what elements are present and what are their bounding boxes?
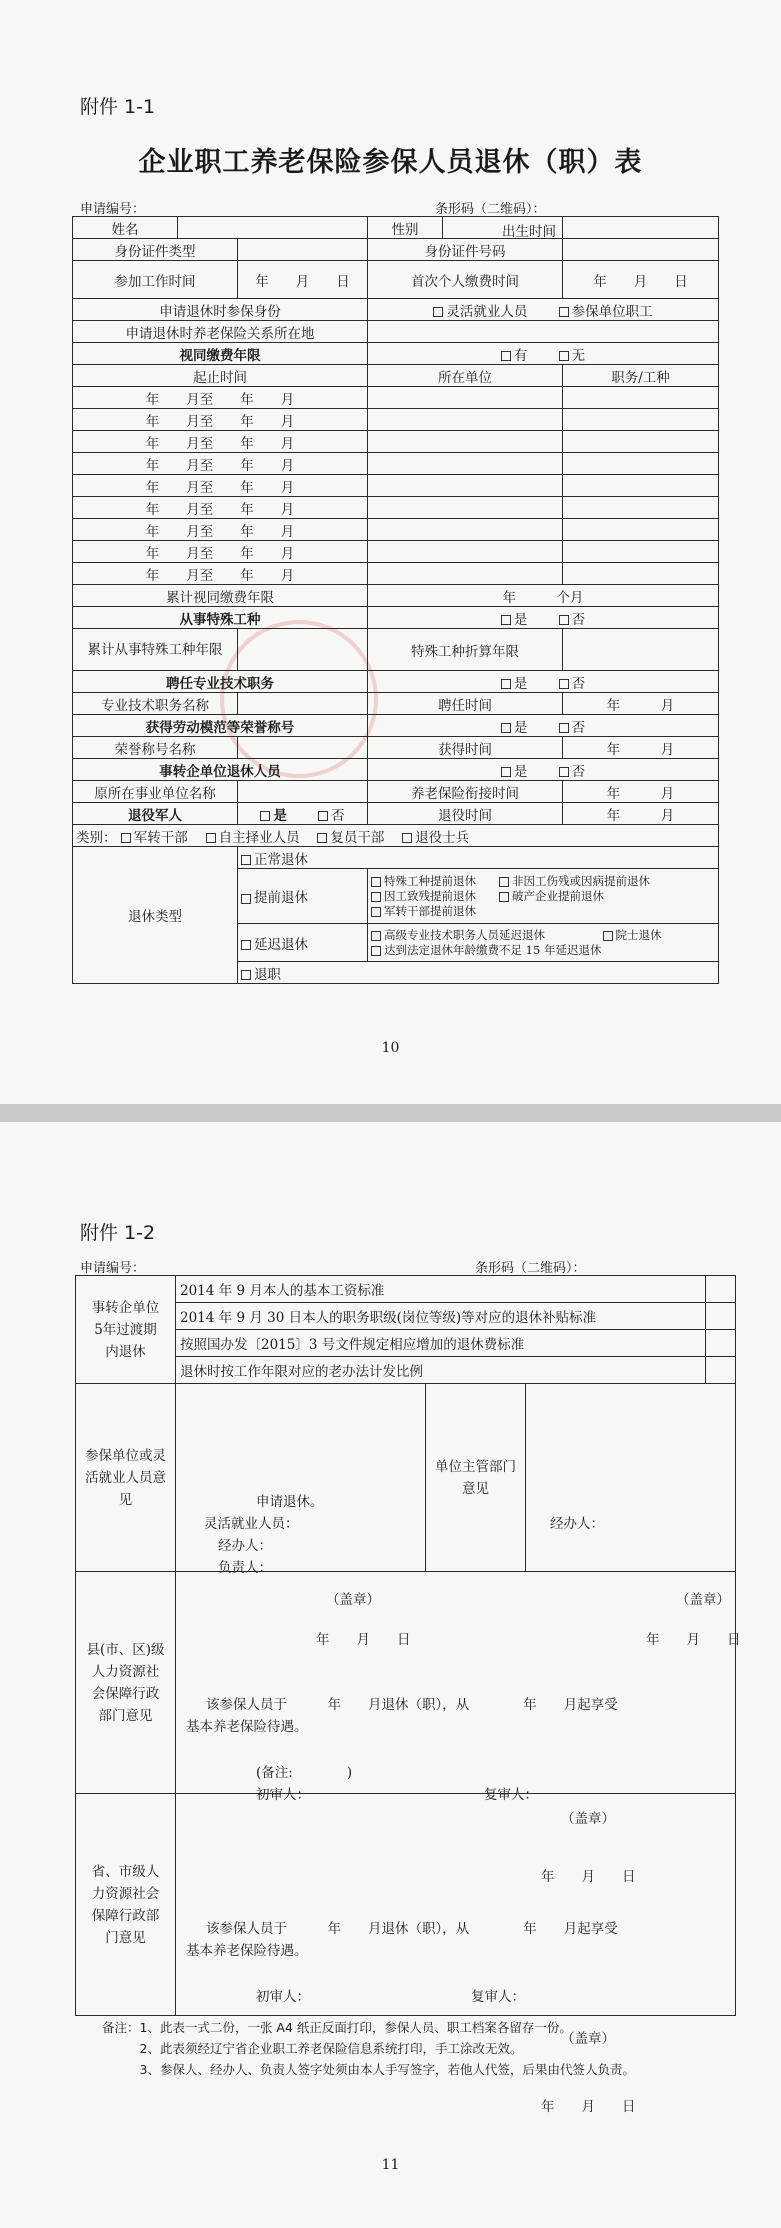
veteran-label: 退役军人 <box>73 803 238 825</box>
province-line-1: 该参保人员于 年 月退休（职），从 年 月起享受 <box>206 1920 618 1937</box>
normal-label: 正常退休 <box>254 851 308 868</box>
transition-item: 按照国办发〔2015〕3 号文件规定相应增加的退休费标准 <box>176 1330 706 1357</box>
special-convert-label: 特殊工种折算年限 <box>368 629 563 671</box>
honor-name-field[interactable] <box>238 737 368 759</box>
transfer-options <box>368 759 719 781</box>
barcode-label: 条形码（二维码）： <box>435 202 546 217</box>
early-checkbox[interactable] <box>241 894 251 904</box>
job-header: 职务/工种 <box>563 365 719 387</box>
tech-post-label: 聘任专业技术职务 <box>73 671 368 693</box>
special-no-label: 否 <box>571 611 586 628</box>
transition-value[interactable] <box>706 1357 736 1384</box>
form-title: 企业职工养老保险参保人员退休（职）表 <box>138 147 643 178</box>
dept-opinion-label: 单位主管部门意见 <box>426 1384 526 1572</box>
honor-name-label: 荣誉称号名称 <box>73 737 238 759</box>
retire-type-label: 退休类型 <box>73 847 238 984</box>
province-second-reviewer: 复审人： <box>471 1988 525 2005</box>
unit-opinion-label: 参保单位或灵活就业人员意见 <box>76 1384 176 1572</box>
period-row[interactable]: 年 月至 年 月 <box>73 475 368 497</box>
province-first-reviewer: 初审人： <box>256 1988 310 2005</box>
retirement-form-table <box>72 216 719 984</box>
early-sub-label: 非因工伤残或因病提前退休 <box>512 873 650 888</box>
delay-checkbox[interactable] <box>241 940 251 950</box>
period-row[interactable]: 年 月至 年 月 <box>73 497 368 519</box>
transfer-label: 事转企单位退休人员 <box>73 759 368 781</box>
job-cell[interactable] <box>563 431 719 453</box>
county-seal-label: （盖章） <box>561 1810 615 1827</box>
cat-checkbox[interactable] <box>206 833 216 843</box>
work-start-label: 参加工作时间 <box>73 261 238 299</box>
period-row[interactable]: 年 月至 年 月 <box>73 431 368 453</box>
deemed-no-checkbox[interactable] <box>559 351 569 361</box>
early-sub-label: 破产企业提前退休 <box>512 888 604 903</box>
early-sub-checkbox[interactable] <box>371 877 381 887</box>
category-option: 退役士兵 <box>415 829 470 846</box>
identity-label: 申请退休时参保身份 <box>73 299 368 321</box>
deemed-yes-label: 有 <box>513 347 528 364</box>
normal-checkbox[interactable] <box>241 855 251 865</box>
flexible-option-label: 灵活就业人员 <box>446 303 528 320</box>
transition-item: 2014 年 9 月本人的基本工资标准 <box>176 1276 706 1303</box>
unit-cell[interactable] <box>368 387 563 409</box>
category-option: 自主择业人员 <box>218 829 300 846</box>
attachment-label-2: 附件 1-2 <box>80 1222 156 1244</box>
period-row[interactable]: 年 月至 年 月 <box>73 563 368 585</box>
note-line: 备注：1、此表一式二份，一张 A4 纸正反面打印，参保人员、职工档案各留存一份。 <box>102 2020 572 2035</box>
transition-item: 退休时按工作年限对应的老办法计发比例 <box>176 1357 706 1384</box>
category-label: 类别： <box>76 829 117 846</box>
link-time-label: 养老保险衔接时间 <box>368 781 563 803</box>
page-number: 10 <box>381 1040 400 1056</box>
tech-yes-checkbox[interactable] <box>501 679 511 689</box>
veteran-options <box>238 803 368 825</box>
deemed-total-label: 累计视同缴费年限 <box>73 585 368 607</box>
transition-value[interactable] <box>706 1276 736 1303</box>
county-opinion-area[interactable] <box>176 1572 736 1885</box>
transfer-yes-label: 是 <box>513 763 528 780</box>
hire-time-field[interactable]: 年 月 <box>563 693 719 715</box>
flexible-signer-label: 灵活就业人员： <box>204 1515 299 1532</box>
early-sub-checkbox[interactable] <box>371 892 381 902</box>
county-second-reviewer: 复审人： <box>484 1786 538 1803</box>
note-line: 3、参保人、经办人、负责人签字处须由本人手写签字，若他人代签，后果由代签人负责。 <box>102 2062 635 2077</box>
period-row[interactable]: 年 月至 年 月 <box>73 387 368 409</box>
veteran-no-checkbox[interactable] <box>318 811 328 821</box>
discharge-time-field[interactable]: 年 月 <box>563 803 719 825</box>
special-convert-field[interactable] <box>563 629 719 671</box>
period-row[interactable]: 年 月至 年 月 <box>73 453 368 475</box>
tech-post-options <box>368 671 719 693</box>
deemed-yes-checkbox[interactable] <box>501 351 511 361</box>
veteran-yes-label: 是 <box>273 807 287 824</box>
job-cell[interactable] <box>563 409 719 431</box>
first-pay-label: 首次个人缴费时间 <box>368 261 563 299</box>
employee-checkbox[interactable] <box>559 307 569 317</box>
dept-handler-label: 经办人： <box>550 1515 604 1532</box>
county-remark: (备注: ) <box>256 1764 353 1781</box>
apply-text: 申请退休。 <box>256 1493 324 1510</box>
resign-label: 退职 <box>254 966 281 983</box>
early-sub-checkbox[interactable] <box>499 877 509 887</box>
tech-name-label: 专业技术职务名称 <box>73 693 238 715</box>
delay-retire-option <box>238 924 368 962</box>
transition-item: 2014 年 9 月 30 日本人的职务职级(岗位等级)等对应的退休补贴标准 <box>176 1303 706 1330</box>
unit-cell[interactable] <box>368 475 563 497</box>
model-yes-label: 是 <box>513 719 528 736</box>
veteran-category <box>73 825 719 847</box>
deemed-years-options <box>368 343 719 365</box>
relation-field[interactable] <box>368 321 719 343</box>
name-label: 姓名 <box>73 217 178 239</box>
job-cell[interactable] <box>563 453 719 475</box>
model-no-label: 否 <box>571 719 586 736</box>
model-worker-options <box>368 715 719 737</box>
seal-label: （盖章） <box>326 1591 380 1608</box>
obtain-time-label: 获得时间 <box>368 737 563 759</box>
job-cell[interactable] <box>563 563 719 585</box>
delay-sub-checkbox[interactable] <box>371 931 381 941</box>
period-row[interactable]: 年 月至 年 月 <box>73 519 368 541</box>
handler-label: 经办人： <box>218 1537 272 1554</box>
application-no-label-2: 申请编号： <box>80 1261 146 1276</box>
early-label: 提前退休 <box>254 890 308 906</box>
attachment-label: 附件 1-1 <box>80 96 156 118</box>
period-row[interactable]: 年 月至 年 月 <box>73 541 368 563</box>
county-date-label: 年 月 日 <box>541 1868 636 1885</box>
page-number-2: 11 <box>381 2157 400 2173</box>
tech-name-field[interactable] <box>238 693 368 715</box>
unit-cell[interactable] <box>368 563 563 585</box>
category-option: 复员干部 <box>330 829 385 846</box>
unit-cell[interactable] <box>368 409 563 431</box>
first-pay-date[interactable]: 年 月 日 <box>563 261 719 299</box>
dept-seal-label: （盖章） <box>676 1591 730 1608</box>
period-row[interactable]: 年 月至 年 月 <box>73 409 368 431</box>
hire-time-label: 聘任时间 <box>368 693 563 715</box>
county-first-reviewer: 初审人： <box>256 1786 310 1803</box>
resign-checkbox[interactable] <box>241 970 251 980</box>
special-work-options <box>368 607 719 629</box>
discharge-time-label: 退役时间 <box>368 803 563 825</box>
county-line-2: 基本养老保险待遇。 <box>186 1718 308 1735</box>
transition-value[interactable] <box>706 1303 736 1330</box>
delay-sub-checkbox[interactable] <box>371 946 381 956</box>
identity-options <box>368 299 719 321</box>
province-seal-label: （盖章） <box>561 2030 615 2047</box>
early-sub-options <box>368 869 719 924</box>
special-total-label: 累计从事特殊工种年限 <box>73 629 238 671</box>
transition-label: 事转企单位5年过渡期内退休 <box>76 1276 176 1384</box>
province-line-2: 基本养老保险待遇。 <box>186 1942 308 1959</box>
delay-sub-checkbox[interactable] <box>603 931 613 941</box>
id-type-label: 身份证件类型 <box>73 239 238 261</box>
date-label: 年 月 日 <box>316 1631 411 1648</box>
id-type-field[interactable] <box>238 239 368 261</box>
job-cell[interactable] <box>563 475 719 497</box>
deemed-total-field[interactable]: 年 个月 <box>368 585 719 607</box>
unit-opinion-area[interactable] <box>176 1384 426 1648</box>
job-cell[interactable] <box>563 497 719 519</box>
page-1 <box>0 0 781 1104</box>
flexible-checkbox[interactable] <box>433 307 443 317</box>
leader-label: 负责人： <box>218 1559 272 1576</box>
model-no-checkbox[interactable] <box>559 723 569 733</box>
work-start-date[interactable]: 年 月 日 <box>238 261 368 299</box>
cat-checkbox[interactable] <box>317 833 327 843</box>
relation-label: 申请退休时养老保险关系所在地 <box>73 321 368 343</box>
gender-label: 性别 <box>368 217 443 239</box>
delay-sub-label: 院士退休 <box>615 927 662 942</box>
province-opinion-label: 省、市级人力资源社会保障行政部门意见 <box>76 1794 176 2016</box>
form-notes <box>102 2017 635 2080</box>
employee-option-label: 参保单位职工 <box>571 303 653 320</box>
transfer-yes-checkbox[interactable] <box>501 767 511 777</box>
job-cell[interactable] <box>563 541 719 563</box>
application-no-label: 申请编号： <box>80 202 146 217</box>
barcode-label-2: 条形码（二维码）： <box>475 1261 586 1276</box>
unit-cell[interactable] <box>368 453 563 475</box>
id-no-label: 身份证件号码 <box>368 239 563 261</box>
early-sub-label: 军转干部提前退休 <box>384 903 476 918</box>
province-date-label: 年 月 日 <box>541 2098 636 2115</box>
note-line: 2、此表须经辽宁省企业职工养老保险信息系统打印，手工涂改无效。 <box>102 2041 523 2056</box>
period-header: 起止时间 <box>73 365 368 387</box>
special-yes-checkbox[interactable] <box>501 615 511 625</box>
county-opinion-label: 县(市、区)级人力资源社会保障行政部门意见 <box>76 1572 176 1794</box>
cat-checkbox[interactable] <box>402 833 412 843</box>
job-cell[interactable] <box>563 387 719 409</box>
link-time-field[interactable]: 年 月 <box>563 781 719 803</box>
special-no-checkbox[interactable] <box>559 615 569 625</box>
dept-opinion-area[interactable] <box>526 1384 741 1648</box>
category-option: 军转干部 <box>133 829 188 846</box>
delay-sub-options <box>368 924 719 962</box>
model-worker-label: 获得劳动模范等荣誉称号 <box>73 715 368 737</box>
delay-label: 延迟退休 <box>254 936 308 953</box>
delay-sub-label: 达到法定退休年龄缴费不足 15 年延迟退休 <box>384 942 602 957</box>
deemed-no-label: 无 <box>571 347 586 364</box>
normal-retire-option <box>238 847 719 869</box>
special-total-field[interactable] <box>238 629 368 671</box>
orig-unit-label: 原所在事业单位名称 <box>73 781 238 803</box>
unit-cell[interactable] <box>368 519 563 541</box>
name-field[interactable] <box>178 217 368 239</box>
early-sub-label: 因工致残提前退休 <box>384 888 476 903</box>
unit-cell[interactable] <box>368 431 563 453</box>
birth-label: 出生时间 <box>502 224 556 240</box>
tech-no-checkbox[interactable] <box>559 679 569 689</box>
county-line-1: 该参保人员于 年 月退休（职），从 年 月起享受 <box>206 1696 618 1713</box>
delay-sub-label: 高级专业技术职务人员延迟退休 <box>384 927 545 942</box>
transition-value[interactable] <box>706 1330 736 1357</box>
birth-field[interactable] <box>563 217 719 239</box>
cat-checkbox[interactable] <box>121 833 131 843</box>
tech-no-label: 否 <box>571 675 586 692</box>
transfer-no-label: 否 <box>571 763 586 780</box>
dept-date-label: 年 月 日 <box>646 1631 741 1648</box>
early-sub-label: 特殊工种提前退休 <box>384 873 476 888</box>
veteran-no-label: 否 <box>331 807 345 824</box>
gender-field[interactable] <box>443 217 563 239</box>
job-cell[interactable] <box>563 519 719 541</box>
deemed-years-label: 视同缴费年限 <box>73 343 368 365</box>
unit-cell[interactable] <box>368 541 563 563</box>
transfer-no-checkbox[interactable] <box>559 767 569 777</box>
model-yes-checkbox[interactable] <box>501 723 511 733</box>
tech-yes-label: 是 <box>513 675 528 692</box>
veteran-yes-checkbox[interactable] <box>260 811 270 821</box>
special-work-label: 从事特殊工种 <box>73 607 368 629</box>
orig-unit-field[interactable] <box>238 781 368 803</box>
special-yes-label: 是 <box>513 611 528 628</box>
resign-option <box>238 962 719 984</box>
id-no-field[interactable] <box>563 239 719 261</box>
obtain-time-field[interactable]: 年 月 <box>563 737 719 759</box>
unit-cell[interactable] <box>368 497 563 519</box>
early-sub-checkbox[interactable] <box>371 907 381 917</box>
early-retire-option <box>238 869 368 924</box>
early-sub-checkbox[interactable] <box>499 892 509 902</box>
unit-header: 所在单位 <box>368 365 563 387</box>
